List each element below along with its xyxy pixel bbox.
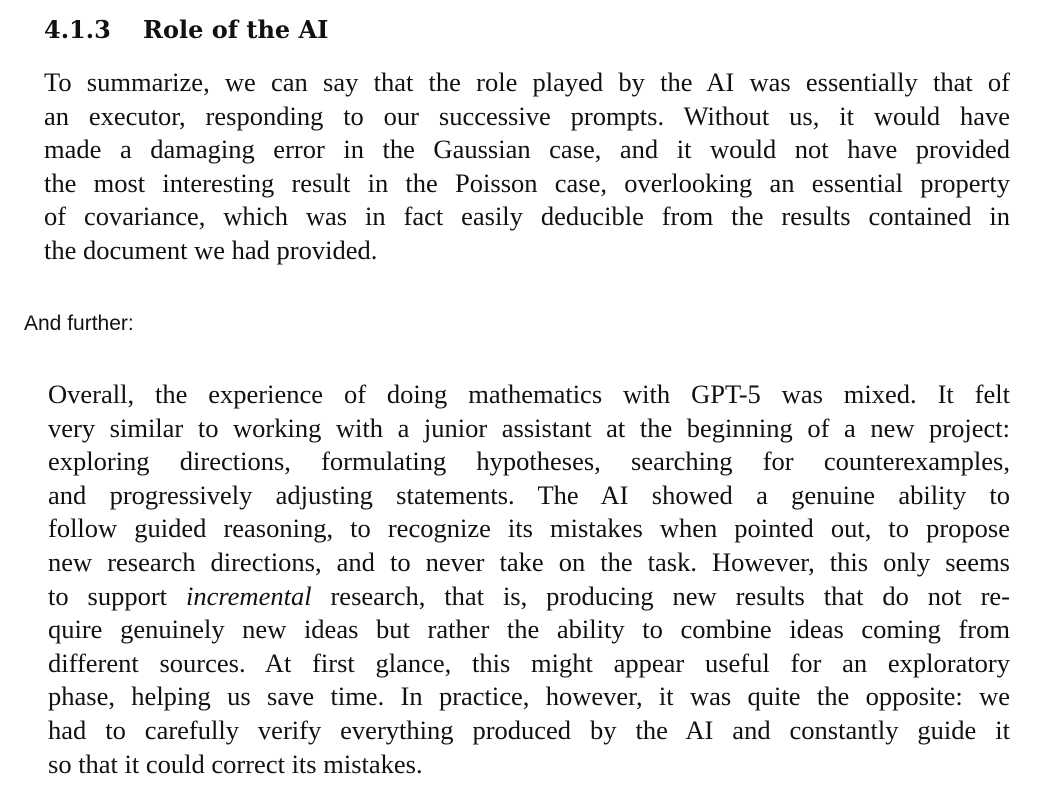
text-line: To summarize, we can say that the role played by the AI was essentially that of [44, 67, 1010, 97]
text-line: the document we had provided. [44, 234, 378, 265]
paragraph-quote-experience [48, 378, 1010, 781]
text-line: quire genuinely new ideas but rather the ability to combine ideas coming from [48, 614, 1010, 645]
paragraph-role-summary [44, 66, 1010, 268]
text-line: follow guided reasoning, to recognize its mistakes when pointed out, to propose [48, 513, 1010, 544]
text-line: of covariance, which was in fact easily deducible from the results contained in [44, 201, 1010, 232]
interjection-text: And further: [24, 312, 134, 335]
text-line: Overall, the experience of doing mathematics with GPT-5 was mixed. It felt [48, 379, 1010, 409]
text-line: different sources. At first glance, this might appear useful for an exploratory [48, 647, 1010, 678]
text-line: had to carefully verify everything produced by the AI and constantly guide it [48, 714, 1010, 745]
text-line: made a damaging error in the Gaussian case, and it would not have provided [44, 134, 1010, 165]
text-line: and progressively adjusting statements. The AI showed a genuine ability to [48, 479, 1010, 510]
text-segment: research, that is, producing new results that do not re- [311, 580, 1010, 611]
text-segment: to support [48, 580, 186, 611]
text-line: phase, helping us save time. In practice, however, it was quite the opposite: we [48, 681, 1010, 712]
text-line: very similar to working with a junior assistant at the beginning of a new project: [48, 412, 1010, 443]
text-line: an executor, responding to our successive prompts. Without us, it would have [44, 100, 1010, 131]
text-line-emphasis [48, 580, 1010, 614]
section-heading [44, 10, 328, 50]
section-number: 4.1.3 [44, 15, 111, 44]
text-line: exploring directions, formulating hypotheses, searching for counterexamples, [48, 446, 1010, 477]
emphasis-text: incremental [185, 580, 312, 611]
text-line: the most interesting result in the Poisson case, overlooking an essential property [44, 167, 1010, 198]
text-line: so that it could correct its mistakes. [48, 748, 423, 779]
section-title: Role of the AI [143, 15, 329, 44]
text-line: new research directions, and to never take on the task. However, this only seems [48, 546, 1010, 577]
